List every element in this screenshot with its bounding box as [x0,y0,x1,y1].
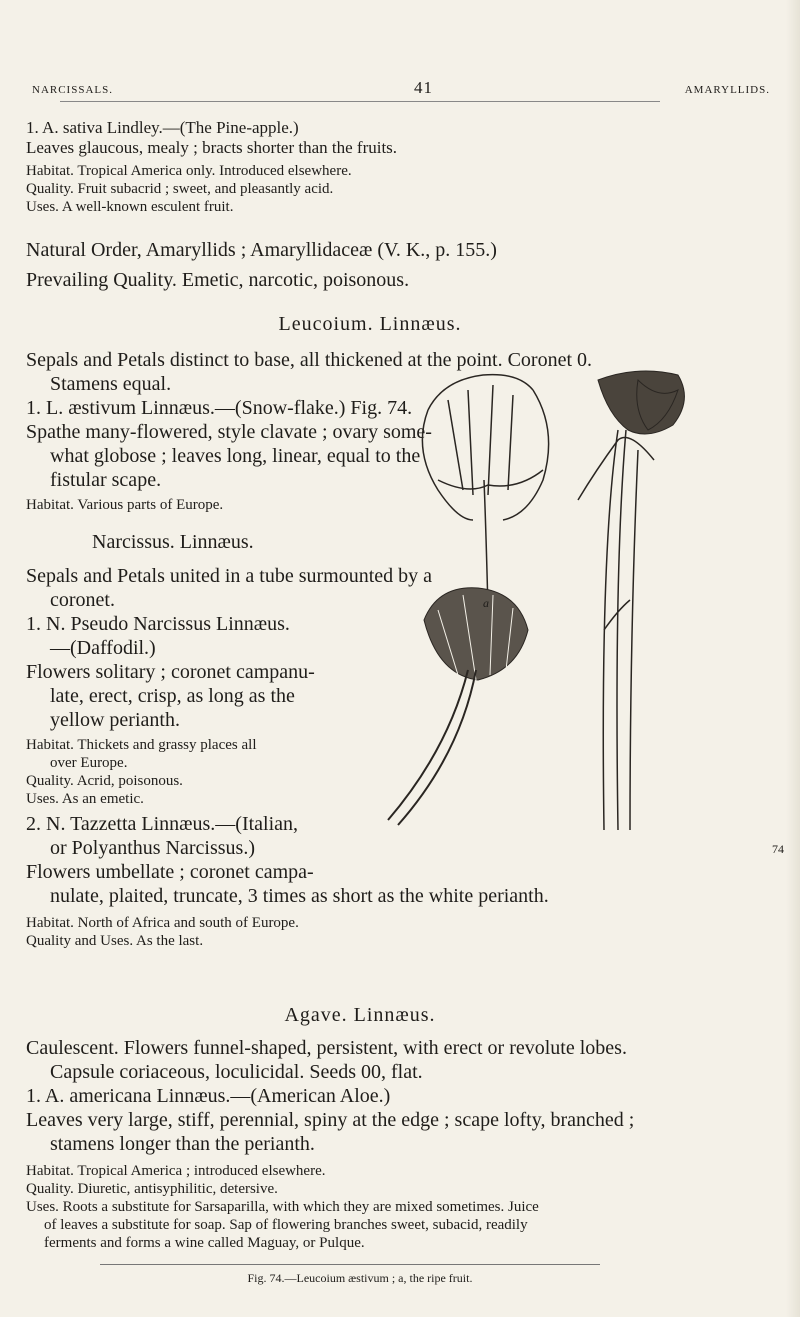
narcissus-line: 2. N. Tazzetta Linnæus.—(Italian, [26,813,299,835]
pineapple-entry [26,118,766,216]
entry-uses: Uses. A well-known esculent fruit. [26,199,234,215]
agave-line: Leaves very large, stiff, perennial, spiny at the edge ; scape lofty, branched ; [26,1109,635,1131]
agave-uses-cont: ferments and forms a wine called Maguay, or Pulque. [44,1235,365,1251]
running-header [22,78,770,98]
leucoium-line: 1. L. æstivum Linnæus.—(Snow-flake.) Fig. 74. [26,397,413,419]
narcissus-line: Flowers solitary ; coronet campanu- [26,661,315,683]
narcissus-title: Narcissus. Linnæus. [92,531,254,553]
leucoium-illustration [368,370,688,850]
leucoium-line: fistular scape. [50,469,162,491]
narcissus-habitat-cont: over Europe. [50,755,128,771]
agave-habitat: Habitat. Tropical America ; introduced elsewhere. [26,1163,326,1179]
figure-caption: Fig. 74.—Leucoium æstivum ; a, the ripe fruit. [247,1271,473,1285]
header-left: NARCISSALS. [32,84,113,96]
narcissus-line: 1. N. Pseudo Narcissus Linnæus. [26,613,290,635]
agave-line: Caulescent. Flowers funnel-shaped, persistent, with erect or revolute lobes. [26,1037,627,1059]
leucoium-line: Spathe many-flowered, style clavate ; ovary some- [26,421,432,443]
header-rule [60,101,660,102]
agave-line: Capsule coriaceous, loculicidal. Seeds 00, flat. [50,1061,423,1083]
flower-cluster [598,371,684,434]
page-edge [786,0,800,1317]
narcissus-line: nulate, plaited, truncate, 3 times as short as the white perianth. [50,885,549,907]
figure-number: 74 [772,842,784,856]
agave-line: 1. A. americana Linnæus.—(American Aloe.) [26,1085,391,1107]
page-number: 41 [414,78,433,97]
flower-top [428,375,533,410]
caption-rule [100,1264,600,1265]
leucoium-line: Stamens equal. [50,373,172,395]
leucoium-habitat: Habitat. Various parts of Europe. [26,497,224,513]
agave-entry [26,1036,786,1252]
narcissus-line: —(Daffodil.) [50,637,156,659]
narcissus-line: Sepals and Petals united in a tube surmounted by a [26,565,433,587]
narcissus-line: coronet. [50,589,115,611]
narcissus-line: or Polyanthus Narcissus.) [50,837,255,859]
entry-description: Leaves glaucous, mealy ; bracts shorter than the fruits. [26,138,398,157]
entry-quality: Quality. Fruit subacrid ; sweet, and pleasantly acid. [26,181,334,197]
agave-title: Agave. Linnæus. [284,1004,436,1026]
narcissus-line: Flowers umbellate ; coronet campa- [26,861,314,883]
agave-uses: Uses. Roots a substitute for Sarsaparilla, with which they are mixed sometimes. Juice [26,1199,539,1215]
prevailing-quality: Prevailing Quality. Emetic, narcotic, poisonous. [26,269,410,291]
narcissus-quality-uses: Quality and Uses. As the last. [26,933,204,949]
agave-quality: Quality. Diuretic, antisyphilitic, detersive. [26,1181,278,1197]
natural-order [26,238,766,292]
figure-label-a: a [483,596,489,610]
entry-heading: 1. A. sativa Lindley.—(The Pine-apple.) [26,118,299,137]
narcissus-line: late, erect, crisp, as long as the [50,685,295,707]
leucoium-line: Sepals and Petals distinct to base, all thickened at the point. Coronet 0. [26,349,592,371]
leucoium-line: what globose ; leaves long, linear, equal to the [50,445,421,467]
narcissus-uses: Uses. As an emetic. [26,791,144,807]
entry-habitat: Habitat. Tropical America only. Introduced elsewhere. [26,163,352,179]
header-right: AMARYLLIDS. [684,84,770,96]
order-line: Natural Order, Amaryllids ; Amaryllidaceæ (V. K., p. 155.) [26,239,497,261]
agave-uses-cont: of leaves a substitute for soap. Sap of flowering branches sweet, subacid, readily [44,1217,528,1233]
agave-line: stamens longer than the perianth. [50,1133,315,1155]
narcissus-line: yellow perianth. [50,709,180,731]
ripe-fruit [388,588,528,825]
narcissus-quality: Quality. Acrid, poisonous. [26,773,183,789]
leucoium-title: Leucoium. Linnæus. [278,313,462,335]
narcissus-habitat-2: Habitat. North of Africa and south of Europe. [26,915,299,931]
narcissus-habitat: Habitat. Thickets and grassy places all [26,737,257,753]
